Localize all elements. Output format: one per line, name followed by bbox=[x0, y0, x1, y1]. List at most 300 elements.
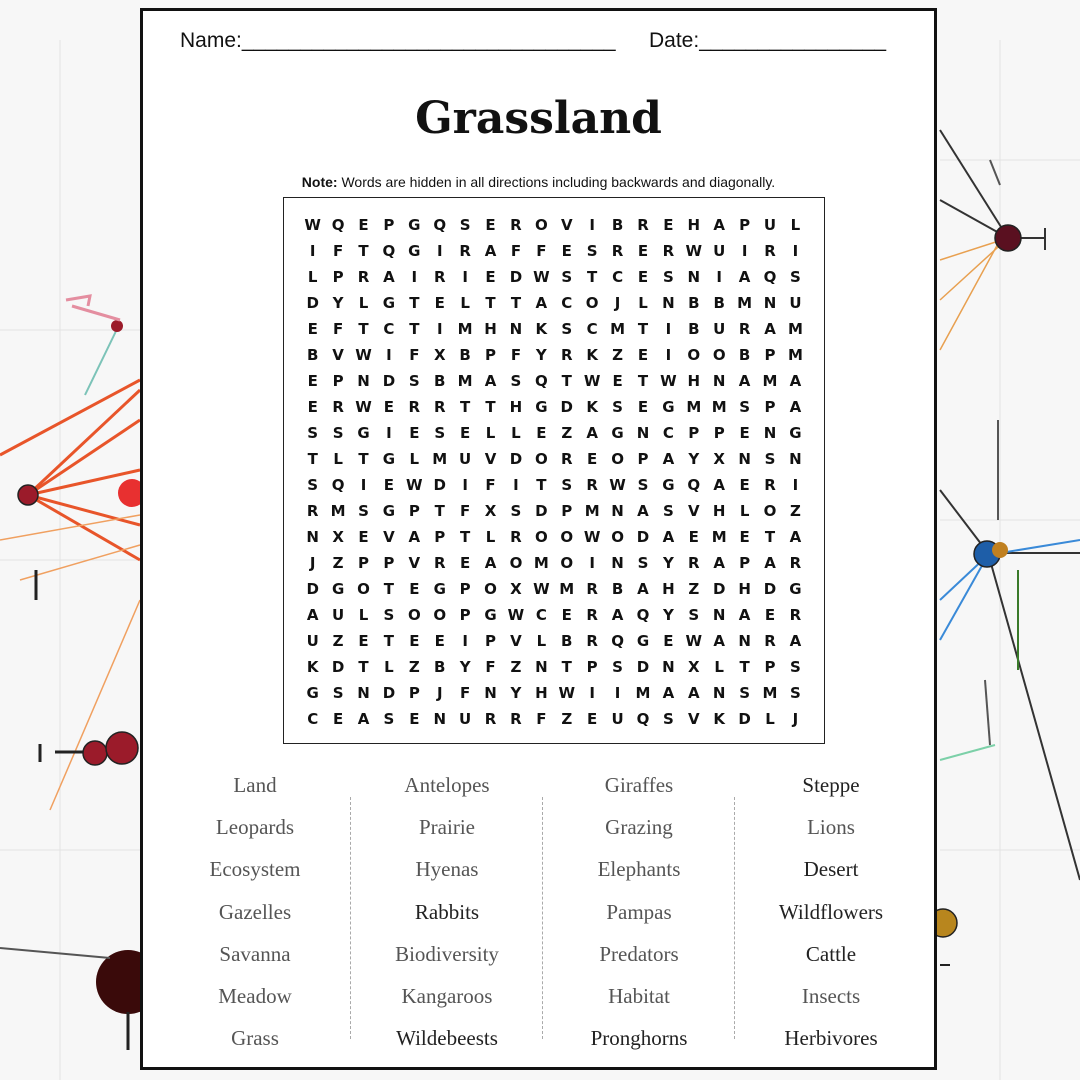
grid-letter: G bbox=[662, 476, 675, 494]
grid-letter: B bbox=[434, 372, 446, 390]
grid-letter: M bbox=[635, 684, 651, 702]
grid-letter: Y bbox=[459, 658, 471, 676]
grid-letter: T bbox=[536, 476, 547, 494]
grid-letter: J bbox=[309, 554, 316, 572]
grid-letter: K bbox=[535, 320, 548, 338]
grid-row bbox=[300, 472, 808, 498]
grid-letter: A bbox=[611, 606, 624, 624]
grid-letter: R bbox=[637, 216, 649, 234]
grid-letter: P bbox=[688, 424, 700, 442]
grid-letter: H bbox=[738, 580, 751, 598]
grid-letter: N bbox=[306, 528, 319, 546]
grid-letter: Z bbox=[561, 424, 573, 442]
grid-letter: G bbox=[306, 684, 319, 702]
word-item: Land bbox=[233, 773, 277, 797]
grid-letter: S bbox=[383, 606, 395, 624]
grid-letter: R bbox=[510, 216, 522, 234]
grid-letter: A bbox=[713, 476, 725, 494]
grid-letter: I bbox=[665, 320, 672, 338]
grid-letter: T bbox=[434, 502, 445, 520]
grid-letter: E bbox=[536, 424, 547, 442]
grid-letter: O bbox=[611, 450, 624, 468]
word-column bbox=[160, 769, 350, 1064]
grid-letter: R bbox=[560, 346, 573, 364]
grid-letter: H bbox=[535, 684, 548, 702]
grid-letter: G bbox=[382, 502, 396, 520]
grid-letter: X bbox=[332, 528, 344, 546]
grid-letter: R bbox=[408, 398, 421, 416]
grid-letter: V bbox=[687, 502, 700, 520]
grid-letter: F bbox=[332, 320, 344, 338]
grid-letter: M bbox=[457, 320, 473, 338]
grid-letter: W bbox=[507, 606, 525, 624]
grid-letter: T bbox=[409, 294, 420, 312]
grid-letter: P bbox=[485, 346, 497, 364]
grid-letter: D bbox=[712, 580, 726, 598]
grid-letter: D bbox=[306, 580, 319, 598]
word-item: Wildebeests bbox=[396, 1026, 498, 1051]
grid-letter: G bbox=[408, 242, 421, 260]
grid-letter: T bbox=[460, 528, 471, 546]
grid-letter: Q bbox=[763, 268, 777, 286]
grid-letter: L bbox=[460, 294, 470, 312]
grid-letter: R bbox=[510, 528, 522, 546]
grid-letter: R bbox=[738, 320, 751, 338]
grid-letter: S bbox=[510, 502, 522, 520]
grid-letter: E bbox=[637, 398, 649, 416]
grid-letter: T bbox=[561, 658, 572, 676]
grid-letter: E bbox=[561, 606, 572, 624]
grid-letter: A bbox=[713, 216, 725, 234]
grid-letter: O bbox=[560, 554, 574, 572]
grid-letter: R bbox=[332, 398, 344, 416]
word-item: Gazelles bbox=[218, 899, 292, 924]
grid-letter: H bbox=[662, 580, 675, 598]
grid-letter: L bbox=[358, 606, 369, 624]
grid-row bbox=[300, 342, 808, 368]
grid-letter: P bbox=[459, 606, 471, 624]
grid-letter: R bbox=[586, 580, 598, 598]
grid-letter: U bbox=[713, 242, 726, 260]
grid-letter: T bbox=[409, 320, 420, 338]
word-column bbox=[736, 769, 926, 1064]
grid-letter: L bbox=[790, 216, 801, 234]
page-title: Grassland bbox=[415, 93, 662, 144]
grid-row bbox=[300, 264, 808, 290]
grid-letter: G bbox=[382, 450, 396, 468]
grid-letter: Q bbox=[636, 606, 650, 624]
grid-letter: E bbox=[688, 528, 699, 546]
word-item: Meadow bbox=[218, 983, 292, 1008]
grid-letter: O bbox=[509, 554, 523, 572]
name-field[interactable]: Name:________________________________ bbox=[180, 29, 616, 52]
grid-letter: S bbox=[510, 372, 522, 390]
grid-letter: B bbox=[688, 294, 700, 312]
grid-letter: U bbox=[713, 320, 726, 338]
word-item: Lions bbox=[807, 815, 855, 840]
grid-letter: S bbox=[662, 268, 674, 286]
grid-letter: T bbox=[637, 320, 649, 338]
grid-letter: I bbox=[411, 268, 418, 286]
grid-letter: E bbox=[460, 554, 471, 572]
grid-letter: S bbox=[586, 242, 598, 260]
grid-letter: B bbox=[434, 658, 446, 676]
grid-row bbox=[300, 602, 808, 628]
grid-letter: V bbox=[484, 450, 497, 468]
grid-letter: S bbox=[408, 372, 420, 390]
grid-letter: L bbox=[714, 658, 724, 676]
grid-letter: M bbox=[737, 294, 753, 312]
word-item: Leopards bbox=[215, 815, 295, 840]
grid-letter: F bbox=[460, 684, 471, 702]
grid-letter: G bbox=[662, 398, 675, 416]
grid-letter: A bbox=[662, 528, 675, 546]
word-item: Wildflowers bbox=[778, 899, 884, 924]
grid-letter: L bbox=[536, 632, 547, 650]
grid-letter: Q bbox=[382, 242, 396, 260]
word-item: Pronghorns bbox=[590, 1026, 688, 1051]
grid-letter: A bbox=[713, 554, 725, 572]
grid-letter: P bbox=[764, 398, 776, 416]
grid-row bbox=[300, 654, 808, 680]
grid-letter: A bbox=[789, 632, 802, 650]
grid-letter: E bbox=[409, 710, 420, 728]
grid-letter: I bbox=[386, 424, 392, 442]
grid-letter: R bbox=[764, 476, 776, 494]
grid-letter: V bbox=[687, 710, 700, 728]
grid-letter: F bbox=[485, 658, 496, 676]
grid-letter: G bbox=[433, 580, 446, 598]
note-label: Note: bbox=[301, 174, 338, 190]
grid-letter: R bbox=[662, 242, 675, 260]
grid-letter: Y bbox=[688, 450, 700, 468]
grid-letter: E bbox=[460, 424, 471, 442]
grid-letter: D bbox=[636, 528, 650, 546]
grid-letter: W bbox=[685, 632, 703, 650]
grid-letter: B bbox=[561, 632, 573, 650]
grid-letter: R bbox=[789, 606, 802, 624]
grid-letter: W bbox=[406, 476, 423, 494]
grid-letter: A bbox=[789, 372, 802, 390]
grid-letter: E bbox=[485, 268, 496, 286]
grid-letter: B bbox=[306, 346, 319, 364]
grid-letter: M bbox=[457, 372, 473, 390]
grid-letter: U bbox=[611, 710, 624, 728]
grid-letter: W bbox=[609, 476, 626, 494]
grid-row bbox=[300, 316, 808, 342]
grid-letter: R bbox=[459, 242, 471, 260]
grid-letter: G bbox=[382, 294, 396, 312]
grid-letter: T bbox=[358, 242, 369, 260]
grid-letter: P bbox=[408, 502, 420, 520]
word-item: Elephants bbox=[597, 857, 681, 882]
grid-letter: A bbox=[764, 320, 776, 338]
grid-row bbox=[300, 706, 808, 732]
grid-letter: P bbox=[383, 554, 395, 572]
grid-letter: E bbox=[561, 242, 572, 260]
grid-letter: T bbox=[383, 580, 395, 598]
grid-letter: S bbox=[459, 216, 471, 234]
grid-letter: I bbox=[462, 476, 468, 494]
grid-letter: S bbox=[332, 684, 344, 702]
grid-letter: M bbox=[686, 398, 702, 416]
grid-letter: U bbox=[332, 606, 345, 624]
grid-letter: E bbox=[307, 398, 318, 416]
grid-letter: B bbox=[611, 216, 624, 234]
grid-letter: R bbox=[789, 554, 802, 572]
grid-letter: F bbox=[460, 502, 471, 520]
grid-letter: E bbox=[383, 476, 395, 494]
grid-letter: I bbox=[589, 216, 595, 234]
grid-letter: I bbox=[436, 242, 443, 260]
grid-row bbox=[300, 368, 808, 394]
grid-letter: S bbox=[688, 606, 700, 624]
grid-row bbox=[300, 238, 808, 264]
grid-letter: C bbox=[586, 320, 598, 338]
grid-letter: E bbox=[587, 450, 598, 468]
grid-letter: R bbox=[586, 606, 598, 624]
grid-letter: U bbox=[763, 216, 777, 234]
grid-letter: T bbox=[764, 528, 776, 546]
grid-letter: I bbox=[589, 554, 595, 572]
grid-letter: M bbox=[787, 320, 803, 338]
grid-letter: T bbox=[358, 320, 369, 338]
grid-letter: S bbox=[612, 398, 623, 416]
grid-letter: B bbox=[713, 294, 725, 312]
grid-letter: P bbox=[637, 450, 649, 468]
grid-letter: F bbox=[536, 710, 547, 728]
word-item: Ecosystem bbox=[209, 857, 301, 882]
grid-letter: N bbox=[636, 424, 650, 442]
grid-letter: R bbox=[306, 502, 319, 520]
grid-letter: O bbox=[611, 528, 624, 546]
grid-letter: P bbox=[332, 372, 344, 390]
grid-letter: D bbox=[738, 710, 751, 728]
grid-letter: M bbox=[711, 528, 727, 546]
grid-letter: E bbox=[332, 710, 344, 728]
grid-letter: C bbox=[662, 424, 674, 442]
date-field[interactable]: Date:________________ bbox=[649, 29, 887, 52]
grid-letter: I bbox=[462, 268, 468, 286]
grid-letter: W bbox=[355, 346, 372, 364]
grid-letter: V bbox=[383, 528, 395, 546]
grid-letter: N bbox=[763, 424, 777, 442]
grid-letter: C bbox=[535, 606, 547, 624]
grid-letter: S bbox=[790, 658, 801, 676]
grid-letter: L bbox=[358, 294, 369, 312]
grid-letter: Q bbox=[331, 476, 345, 494]
grid-letter: D bbox=[509, 450, 523, 468]
grid-row bbox=[300, 524, 808, 550]
grid-letter: I bbox=[462, 632, 468, 650]
grid-letter: Z bbox=[561, 710, 573, 728]
grid-letter: F bbox=[536, 242, 547, 260]
word-item: Desert bbox=[803, 857, 859, 882]
grid-letter: M bbox=[610, 320, 626, 338]
grid-letter: Y bbox=[662, 554, 674, 572]
grid-letter: A bbox=[484, 554, 497, 572]
word-item: Hyenas bbox=[415, 857, 479, 882]
word-list bbox=[160, 769, 926, 1059]
grid-letter: A bbox=[408, 528, 421, 546]
grid-letter: A bbox=[687, 684, 700, 702]
grid-letter: D bbox=[509, 268, 523, 286]
grid-letter: S bbox=[307, 424, 319, 442]
grid-letter: X bbox=[433, 346, 446, 364]
grid-letter: S bbox=[383, 710, 395, 728]
grid-letter: Q bbox=[433, 216, 447, 234]
grid-letter: J bbox=[792, 710, 799, 728]
grid-letter: E bbox=[764, 606, 776, 624]
grid-letter: O bbox=[712, 346, 726, 364]
column-divider bbox=[350, 797, 351, 1039]
grid-letter: R bbox=[586, 632, 598, 650]
grid-row bbox=[300, 550, 808, 576]
word-item: Kangaroos bbox=[401, 983, 493, 1008]
grid-letter: E bbox=[587, 710, 598, 728]
grid-letter: A bbox=[357, 710, 370, 728]
grid-letter: I bbox=[513, 476, 519, 494]
grid-letter: I bbox=[360, 476, 367, 494]
grid-letter: D bbox=[331, 658, 345, 676]
grid-letter: N bbox=[662, 658, 675, 676]
grid-letter: R bbox=[357, 268, 370, 286]
grid-letter: E bbox=[485, 216, 496, 234]
word-item: Giraffes bbox=[604, 773, 674, 797]
grid-letter: Z bbox=[332, 632, 344, 650]
grid-letter: M bbox=[533, 554, 549, 572]
grid-letter: H bbox=[712, 502, 726, 520]
grid-letter: M bbox=[787, 346, 803, 364]
grid-letter: M bbox=[762, 372, 778, 390]
grid-row bbox=[300, 628, 808, 654]
grid-letter: A bbox=[738, 372, 751, 390]
grid-letter: R bbox=[764, 242, 776, 260]
grid-letter: W bbox=[660, 372, 677, 390]
grid-letter: A bbox=[662, 684, 675, 702]
column-divider bbox=[542, 797, 543, 1039]
grid-letter: P bbox=[434, 528, 446, 546]
grid-letter: F bbox=[485, 476, 496, 494]
grid-letter: S bbox=[561, 476, 573, 494]
grid-letter: W bbox=[583, 528, 601, 546]
grid-letter: S bbox=[434, 424, 446, 442]
grid-letter: O bbox=[585, 294, 599, 312]
grid-letter: Q bbox=[636, 710, 650, 728]
grid-letter: C bbox=[561, 294, 573, 312]
grid-letter: S bbox=[637, 554, 649, 572]
grid-letter: Z bbox=[688, 580, 700, 598]
grid-letter: S bbox=[662, 710, 674, 728]
grid-letter: D bbox=[382, 684, 396, 702]
grid-letter: A bbox=[713, 632, 725, 650]
grid-letter: G bbox=[484, 606, 497, 624]
grid-letter: L bbox=[511, 424, 521, 442]
grid-letter: Y bbox=[510, 684, 522, 702]
grid-letter: T bbox=[358, 658, 369, 676]
grid-letter: Z bbox=[332, 554, 344, 572]
grid-letter: D bbox=[433, 476, 446, 494]
grid-letter: W bbox=[533, 268, 550, 286]
grid-letter: V bbox=[332, 346, 344, 364]
word-item: Rabbits bbox=[414, 899, 480, 924]
grid-letter: W bbox=[304, 216, 321, 234]
grid-letter: O bbox=[560, 528, 574, 546]
grid-letter: I bbox=[741, 242, 748, 260]
grid-letter: E bbox=[307, 320, 318, 338]
grid-letter: X bbox=[713, 450, 725, 468]
grid-letter: Z bbox=[408, 658, 420, 676]
note-text: Words are hidden in all directions including backwards and diagonally. bbox=[337, 174, 776, 190]
grid-letter: P bbox=[739, 554, 751, 572]
grid-letter: O bbox=[687, 346, 701, 364]
grid-letter: W bbox=[558, 684, 576, 702]
word-item: Pampas bbox=[606, 899, 672, 924]
grid-letter: H bbox=[687, 216, 701, 234]
word-item: Predators bbox=[599, 941, 679, 966]
grid-letter: Y bbox=[332, 294, 344, 312]
grid-letter: T bbox=[485, 398, 496, 416]
grid-letter: T bbox=[460, 398, 471, 416]
grid-letter: E bbox=[307, 372, 318, 390]
grid-letter: Y bbox=[662, 606, 674, 624]
grid-letter: Q bbox=[611, 632, 624, 650]
word-item: Herbivores bbox=[784, 1026, 878, 1051]
grid-letter: E bbox=[637, 268, 649, 286]
grid-letter: A bbox=[789, 398, 802, 416]
grid-letter: T bbox=[383, 632, 395, 650]
word-item: Insects bbox=[801, 983, 861, 1008]
grid-letter: N bbox=[535, 658, 548, 676]
grid-letter: N bbox=[712, 606, 726, 624]
grid-letter: P bbox=[408, 684, 420, 702]
grid-letter: T bbox=[561, 372, 572, 390]
grid-letter: N bbox=[611, 502, 624, 520]
grid-row bbox=[300, 498, 808, 524]
grid-letter: Q bbox=[534, 372, 548, 390]
grid-letter: A bbox=[789, 528, 802, 546]
grid-letter: L bbox=[409, 450, 420, 468]
letter-grid bbox=[283, 197, 825, 744]
grid-letter: H bbox=[687, 372, 701, 390]
grid-letter: L bbox=[485, 424, 496, 442]
grid-letter: M bbox=[711, 398, 727, 416]
grid-letter: N bbox=[712, 372, 726, 390]
grid-letter: W bbox=[583, 372, 601, 390]
grid-letter: K bbox=[586, 346, 598, 364]
grid-letter: T bbox=[510, 294, 522, 312]
grid-letter: A bbox=[306, 606, 319, 624]
grid-letter: I bbox=[309, 242, 316, 260]
grid-letter: S bbox=[790, 268, 801, 286]
grid-letter: I bbox=[665, 346, 672, 364]
grid-letter: E bbox=[358, 632, 369, 650]
grid-letter: P bbox=[739, 216, 751, 234]
grid-letter: T bbox=[358, 450, 369, 468]
grid-letter: E bbox=[383, 398, 395, 416]
grid-row bbox=[300, 680, 808, 706]
grid-letter: A bbox=[535, 294, 548, 312]
grid-letter: M bbox=[584, 502, 600, 520]
grid-letter: C bbox=[383, 320, 395, 338]
grid-letter: E bbox=[637, 346, 649, 364]
grid-letter: S bbox=[790, 684, 801, 702]
grid-letter: U bbox=[306, 632, 319, 650]
grid-letter: M bbox=[559, 580, 575, 598]
grid-letter: B bbox=[688, 320, 700, 338]
grid-letter: Q bbox=[687, 476, 701, 494]
grid-letter: J bbox=[614, 294, 621, 312]
